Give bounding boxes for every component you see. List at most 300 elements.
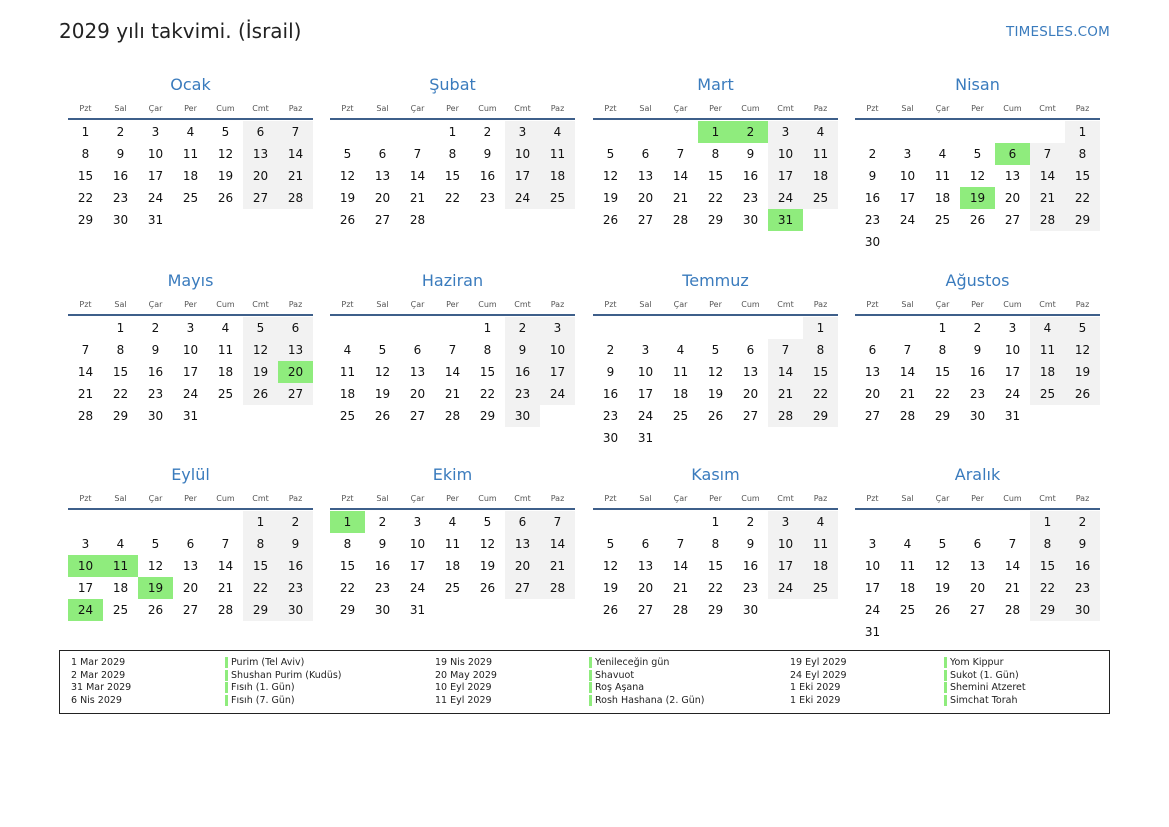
weekday-label: Cum <box>216 104 235 113</box>
weekday-label: Çar <box>935 494 950 503</box>
weekday-label: Sal <box>114 494 127 503</box>
weekday-header <box>68 104 313 116</box>
weekday-label: Per <box>971 300 984 309</box>
day-cell: 29 <box>1030 599 1065 621</box>
day-cell: 5 <box>973 147 982 161</box>
holiday-date: 11 Eyl 2029 <box>435 695 492 707</box>
holiday-day-cell: 1 <box>330 511 365 533</box>
day-cell: 19 <box>217 169 234 183</box>
day-cell: 17 <box>768 165 803 187</box>
day-cell: 21 <box>540 555 575 577</box>
header-divider <box>68 508 313 510</box>
day-cell: 20 <box>182 581 199 595</box>
weekday-header <box>330 104 575 116</box>
day-cell: 8 <box>1065 143 1100 165</box>
day-cell: 1 <box>938 321 947 335</box>
day-cell: 19 <box>707 387 724 401</box>
day-cell: 25 <box>934 213 951 227</box>
day-cell: 27 <box>243 187 278 209</box>
weekday-label: Cum <box>1003 300 1022 309</box>
weekday-label: Pzt <box>341 494 354 503</box>
day-cell: 26 <box>969 213 986 227</box>
holiday-marker <box>944 670 947 681</box>
weekday-label: Cmt <box>1039 494 1056 503</box>
weekday-label: Cum <box>741 104 760 113</box>
holiday-date: 1 Eki 2029 <box>790 682 841 694</box>
month-name: Şubat <box>429 75 476 94</box>
day-cell: 21 <box>444 387 461 401</box>
holiday-name: Fısıh (1. Gün) <box>231 682 295 694</box>
page-title: 2029 yılı takvimi. (İsrail) <box>59 19 302 43</box>
day-cell: 25 <box>672 409 689 423</box>
day-cell: 10 <box>540 339 575 361</box>
day-cell: 11 <box>803 143 838 165</box>
day-cell: 16 <box>969 365 986 379</box>
day-cell: 26 <box>934 603 951 617</box>
day-cell: 28 <box>77 409 94 423</box>
day-cell: 7 <box>448 343 457 357</box>
weekday-header <box>330 300 575 312</box>
weekday-label: Cmt <box>777 494 794 503</box>
day-cell: 2 <box>505 317 540 339</box>
day-cell: 10 <box>864 559 881 573</box>
day-cell: 16 <box>278 555 313 577</box>
day-cell: 5 <box>938 537 947 551</box>
month-name: Temmuz <box>682 271 749 290</box>
day-cell: 8 <box>938 343 947 357</box>
day-cell: 23 <box>479 191 496 205</box>
day-cell: 21 <box>217 581 234 595</box>
holiday-marker <box>225 695 228 706</box>
weekday-label: Çar <box>148 300 163 309</box>
day-cell: 5 <box>606 147 615 161</box>
weekday-label: Sal <box>114 104 127 113</box>
day-cell: 8 <box>343 537 352 551</box>
header-divider <box>68 314 313 316</box>
day-cell: 9 <box>1065 533 1100 555</box>
day-cell: 26 <box>707 409 724 423</box>
day-cell: 12 <box>147 559 164 573</box>
day-cell: 15 <box>1030 555 1065 577</box>
weekday-label: Cum <box>741 494 760 503</box>
holiday-marker <box>944 657 947 668</box>
day-cell: 29 <box>243 599 278 621</box>
day-cell: 1 <box>483 321 492 335</box>
day-cell: 30 <box>278 599 313 621</box>
day-cell: 6 <box>868 343 877 357</box>
weekday-label: Cum <box>216 300 235 309</box>
day-cell: 5 <box>221 125 230 139</box>
day-cell: 27 <box>637 213 654 227</box>
day-cell: 14 <box>1030 165 1065 187</box>
day-cell: 12 <box>339 169 356 183</box>
day-cell: 6 <box>378 147 387 161</box>
day-cell: 4 <box>1030 317 1065 339</box>
day-cell: 9 <box>483 147 492 161</box>
day-cell: 6 <box>505 511 540 533</box>
day-cell: 5 <box>378 343 387 357</box>
day-cell: 4 <box>186 125 195 139</box>
day-cell: 3 <box>768 121 803 143</box>
day-cell: 5 <box>483 515 492 529</box>
day-cell: 7 <box>278 121 313 143</box>
holiday-marker <box>589 657 592 668</box>
holiday-date: 2 Mar 2029 <box>71 669 126 681</box>
day-cell: 22 <box>444 191 461 205</box>
day-cell: 16 <box>112 169 129 183</box>
day-cell: 22 <box>934 387 951 401</box>
day-cell: 11 <box>934 169 951 183</box>
day-cell: 12 <box>374 365 391 379</box>
day-cell: 10 <box>147 147 164 161</box>
day-cell: 18 <box>217 365 234 379</box>
day-cell: 19 <box>374 387 391 401</box>
header-divider <box>855 118 1100 120</box>
weekday-header <box>855 494 1100 506</box>
day-cell: 23 <box>742 581 759 595</box>
day-cell: 22 <box>803 383 838 405</box>
day-cell: 4 <box>803 121 838 143</box>
day-cell: 1 <box>803 317 838 339</box>
day-cell: 13 <box>1004 169 1021 183</box>
day-cell: 30 <box>969 409 986 423</box>
day-cell: 27 <box>864 409 881 423</box>
day-cell: 29 <box>803 405 838 427</box>
day-cell: 12 <box>934 559 951 573</box>
weekday-label: Paz <box>813 104 828 113</box>
weekday-label: Sal <box>376 104 389 113</box>
day-cell: 19 <box>243 361 278 383</box>
holiday-name: Shemini Atzeret <box>950 682 1026 694</box>
day-cell: 2 <box>151 321 160 335</box>
day-cell: 18 <box>1030 361 1065 383</box>
day-cell: 26 <box>243 383 278 405</box>
header-divider <box>593 118 838 120</box>
month-name: Ağustos <box>945 271 1010 290</box>
day-cell: 29 <box>339 603 356 617</box>
day-cell: 28 <box>672 603 689 617</box>
header-divider <box>330 508 575 510</box>
weekday-label: Çar <box>935 300 950 309</box>
day-cell: 28 <box>768 405 803 427</box>
day-cell: 23 <box>112 191 129 205</box>
day-cell: 26 <box>374 409 391 423</box>
day-cell: 22 <box>77 191 94 205</box>
weekday-label: Cum <box>1003 494 1022 503</box>
day-cell: 13 <box>243 143 278 165</box>
day-cell: 27 <box>278 383 313 405</box>
day-cell: 5 <box>711 343 720 357</box>
day-cell: 3 <box>186 321 195 335</box>
day-cell: 26 <box>479 581 496 595</box>
weekday-label: Çar <box>410 104 425 113</box>
day-cell: 25 <box>444 581 461 595</box>
weekday-label: Cmt <box>1039 104 1056 113</box>
day-cell: 11 <box>182 147 199 161</box>
day-cell: 15 <box>112 365 129 379</box>
header-divider <box>593 508 838 510</box>
holiday-day-cell: 31 <box>768 209 803 231</box>
holiday-date: 19 Eyl 2029 <box>790 657 847 668</box>
weekday-label: Per <box>446 494 459 503</box>
header-divider <box>330 118 575 120</box>
day-cell: 25 <box>339 409 356 423</box>
day-cell: 1 <box>243 511 278 533</box>
day-cell: 8 <box>1030 533 1065 555</box>
holiday-date: 20 May 2029 <box>435 669 497 681</box>
day-cell: 4 <box>938 147 947 161</box>
day-cell: 3 <box>81 537 90 551</box>
day-cell: 9 <box>868 169 877 183</box>
day-cell: 23 <box>864 213 881 227</box>
day-cell: 11 <box>1030 339 1065 361</box>
day-cell: 24 <box>540 383 575 405</box>
day-cell: 5 <box>151 537 160 551</box>
weekday-label: Çar <box>148 104 163 113</box>
holiday-name: Fısıh (7. Gün) <box>231 695 295 707</box>
day-cell: 13 <box>278 339 313 361</box>
day-cell: 3 <box>868 537 877 551</box>
day-cell: 26 <box>339 213 356 227</box>
day-cell: 21 <box>1004 581 1021 595</box>
weekday-label: Pzt <box>604 494 617 503</box>
weekday-label: Per <box>184 494 197 503</box>
day-cell: 20 <box>505 555 540 577</box>
weekday-label: Sal <box>901 300 914 309</box>
day-cell: 18 <box>182 169 199 183</box>
day-cell: 1 <box>1065 121 1100 143</box>
day-cell: 10 <box>505 143 540 165</box>
holiday-marker <box>225 657 228 668</box>
day-cell: 20 <box>742 387 759 401</box>
day-cell: 17 <box>505 165 540 187</box>
holiday-marker <box>589 695 592 706</box>
weekday-label: Cmt <box>777 104 794 113</box>
day-cell: 25 <box>182 191 199 205</box>
day-cell: 4 <box>221 321 230 335</box>
day-cell: 29 <box>707 213 724 227</box>
day-cell: 2 <box>973 321 982 335</box>
day-cell: 31 <box>864 625 881 639</box>
day-cell: 4 <box>803 511 838 533</box>
day-cell: 26 <box>602 213 619 227</box>
weekday-label: Sal <box>114 300 127 309</box>
day-cell: 29 <box>479 409 496 423</box>
day-cell: 29 <box>112 409 129 423</box>
day-cell: 15 <box>934 365 951 379</box>
weekday-label: Pzt <box>866 300 879 309</box>
weekday-label: Cum <box>478 494 497 503</box>
day-cell: 20 <box>1004 191 1021 205</box>
day-cell: 15 <box>243 555 278 577</box>
day-cell: 15 <box>707 559 724 573</box>
day-cell: 18 <box>540 165 575 187</box>
day-cell: 7 <box>903 343 912 357</box>
day-cell: 5 <box>343 147 352 161</box>
weekday-label: Sal <box>376 300 389 309</box>
day-cell: 21 <box>672 191 689 205</box>
day-cell: 14 <box>899 365 916 379</box>
day-cell: 14 <box>444 365 461 379</box>
day-cell: 8 <box>711 537 720 551</box>
holiday-name: Simchat Torah <box>950 695 1018 707</box>
day-cell: 24 <box>147 191 164 205</box>
day-cell: 17 <box>864 581 881 595</box>
holiday-date: 10 Eyl 2029 <box>435 682 492 694</box>
day-cell: 30 <box>742 603 759 617</box>
holiday-name: Yenileceğin gün <box>595 657 670 668</box>
day-cell: 26 <box>217 191 234 205</box>
day-cell: 15 <box>707 169 724 183</box>
weekday-label: Paz <box>1075 300 1090 309</box>
day-cell: 13 <box>182 559 199 573</box>
weekday-label: Sal <box>639 104 652 113</box>
day-cell: 8 <box>483 343 492 357</box>
day-cell: 13 <box>374 169 391 183</box>
month-name: Ekim <box>432 465 473 484</box>
day-cell: 5 <box>243 317 278 339</box>
day-cell: 8 <box>803 339 838 361</box>
holiday-day-cell: 24 <box>68 599 103 621</box>
day-cell: 14 <box>278 143 313 165</box>
day-cell: 9 <box>973 343 982 357</box>
day-cell: 12 <box>1065 339 1100 361</box>
weekday-label: Per <box>709 494 722 503</box>
day-cell: 21 <box>1030 187 1065 209</box>
weekday-label: Cum <box>1003 104 1022 113</box>
day-cell: 10 <box>182 343 199 357</box>
day-cell: 27 <box>182 603 199 617</box>
weekday-label: Paz <box>1075 104 1090 113</box>
day-cell: 24 <box>1004 387 1021 401</box>
day-cell: 2 <box>378 515 387 529</box>
day-cell: 12 <box>969 169 986 183</box>
day-cell: 25 <box>112 603 129 617</box>
weekday-header <box>68 494 313 506</box>
day-cell: 9 <box>151 343 160 357</box>
holiday-day-cell: 19 <box>138 577 173 599</box>
day-cell: 23 <box>969 387 986 401</box>
day-cell: 8 <box>448 147 457 161</box>
holiday-day-cell: 11 <box>103 555 138 577</box>
day-cell: 21 <box>278 165 313 187</box>
holiday-date: 1 Mar 2029 <box>71 657 126 668</box>
day-cell: 1 <box>448 125 457 139</box>
day-cell: 24 <box>637 409 654 423</box>
weekday-label: Cmt <box>252 300 269 309</box>
day-cell: 25 <box>1030 383 1065 405</box>
day-cell: 1 <box>81 125 90 139</box>
weekday-label: Çar <box>410 300 425 309</box>
day-cell: 14 <box>217 559 234 573</box>
holiday-marker <box>944 682 947 693</box>
day-cell: 3 <box>903 147 912 161</box>
day-cell: 2 <box>116 125 125 139</box>
weekday-label: Cum <box>478 300 497 309</box>
day-cell: 22 <box>339 581 356 595</box>
day-cell: 27 <box>969 603 986 617</box>
day-cell: 29 <box>77 213 94 227</box>
day-cell: 15 <box>1065 165 1100 187</box>
day-cell: 21 <box>672 581 689 595</box>
weekday-label: Cmt <box>514 104 531 113</box>
day-cell: 6 <box>413 343 422 357</box>
day-cell: 19 <box>602 191 619 205</box>
brand-link[interactable]: TIMESLES.COM <box>1006 24 1110 40</box>
day-cell: 30 <box>374 603 391 617</box>
day-cell: 23 <box>602 409 619 423</box>
day-cell: 29 <box>934 409 951 423</box>
day-cell: 2 <box>746 515 755 529</box>
day-cell: 6 <box>746 343 755 357</box>
day-cell: 28 <box>444 409 461 423</box>
month-name: Eylül <box>171 465 210 484</box>
weekday-label: Sal <box>376 494 389 503</box>
day-cell: 20 <box>409 387 426 401</box>
day-cell: 7 <box>676 147 685 161</box>
day-cell: 14 <box>672 169 689 183</box>
day-cell: 23 <box>374 581 391 595</box>
day-cell: 18 <box>112 581 129 595</box>
weekday-label: Paz <box>550 494 565 503</box>
holiday-day-cell: 10 <box>68 555 103 577</box>
weekday-label: Pzt <box>79 494 92 503</box>
day-cell: 7 <box>221 537 230 551</box>
day-cell: 24 <box>864 603 881 617</box>
day-cell: 2 <box>606 343 615 357</box>
day-cell: 10 <box>768 533 803 555</box>
day-cell: 2 <box>278 511 313 533</box>
day-cell: 1 <box>711 515 720 529</box>
day-cell: 29 <box>707 603 724 617</box>
holiday-legend <box>59 650 1110 714</box>
day-cell: 30 <box>742 213 759 227</box>
weekday-label: Paz <box>813 300 828 309</box>
day-cell: 25 <box>540 187 575 209</box>
header-divider <box>593 314 838 316</box>
day-cell: 17 <box>899 191 916 205</box>
day-cell: 22 <box>112 387 129 401</box>
day-cell: 16 <box>742 559 759 573</box>
day-cell: 28 <box>278 187 313 209</box>
day-cell: 16 <box>374 559 391 573</box>
day-cell: 28 <box>672 213 689 227</box>
day-cell: 22 <box>707 191 724 205</box>
weekday-label: Sal <box>901 494 914 503</box>
day-cell: 19 <box>479 559 496 573</box>
day-cell: 28 <box>409 213 426 227</box>
day-cell: 4 <box>116 537 125 551</box>
day-cell: 9 <box>116 147 125 161</box>
weekday-header <box>593 494 838 506</box>
day-cell: 11 <box>899 559 916 573</box>
header-divider <box>68 118 313 120</box>
weekday-label: Çar <box>673 104 688 113</box>
day-cell: 4 <box>448 515 457 529</box>
day-cell: 17 <box>768 555 803 577</box>
day-cell: 18 <box>934 191 951 205</box>
day-cell: 2 <box>1065 511 1100 533</box>
day-cell: 30 <box>112 213 129 227</box>
holiday-day-cell: 1 <box>698 121 733 143</box>
holiday-day-cell: 6 <box>995 143 1030 165</box>
day-cell: 9 <box>606 365 615 379</box>
day-cell: 6 <box>243 121 278 143</box>
day-cell: 19 <box>602 581 619 595</box>
holiday-date: 31 Mar 2029 <box>71 682 132 694</box>
month-name: Mart <box>697 75 734 94</box>
day-cell: 8 <box>711 147 720 161</box>
